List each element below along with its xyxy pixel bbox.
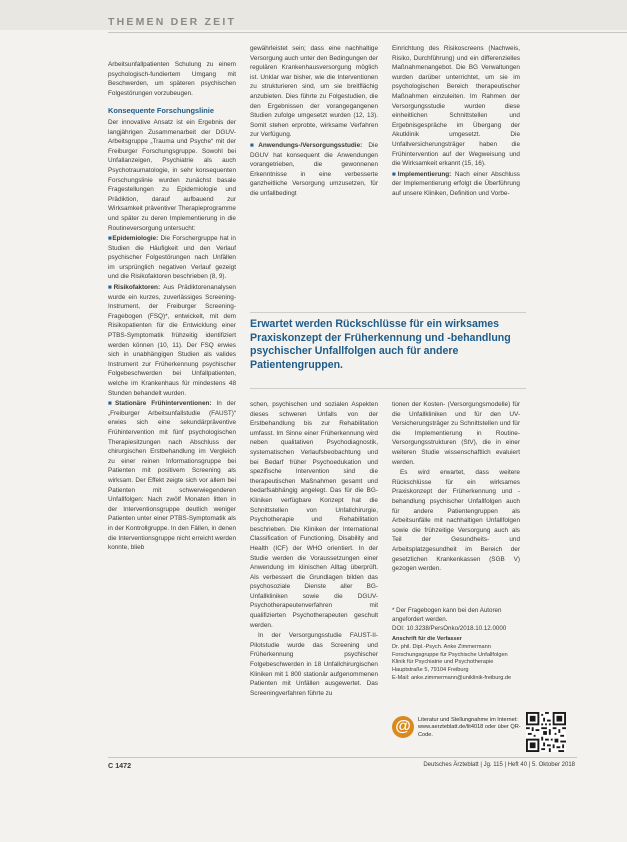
bullet-text: In der „Freiburger Arbeitsunfallstudie (FAUST)“ erwies sich eine sekundärpräventive Frühintervention mit fünf psychologischen Therapiesitzungen nach Abschluss der chirurgischen Erstbehandlung im Vergleich zu einer reinen Informationsgruppe bei Patienten mit positivem Screening als wirksam. Der Effekt zeigte sich vor allem bei Patienten mit schwerwiegenderen Unfallfolgen: Nach zwölf Monaten litten in der Interventionsgruppe deutlich weniger Patienten unter einer PTBS-Symptomatik als in der Kontrollgruppe. In den Fällen, in denen die Interventionsgruppe nicht erreicht werden konnte, blieb	[108, 400, 236, 552]
bullet-lead: Implementierung:	[397, 170, 452, 178]
column1-intro: Arbeitsunfallpatienten Schulung zu einem psychologisch-fundiertem Umgang mit Beschwerden, um späteren psychischen Folgestörungen vorzubeugen.	[108, 61, 236, 97]
header-rule	[108, 32, 627, 33]
bullet-lead: Risikofaktoren:	[113, 284, 161, 292]
correspondence-line: Klinik für Psychiatrie und Psychotherapie	[392, 659, 494, 666]
doi-line: DOI: 10.3238/PersOnko/2018.10.12.0000	[392, 625, 507, 632]
article-column-1	[108, 60, 236, 755]
column3-paragraph: Einrichtung des Risikoscreens (Nachweis, Risiko, Durchführung) und ein differenzielles Maßnahmenangebot. Die BG Verwaltungen wurden darüber unterrichtet, um sie im psychologischen Bereich therapeutischer Maßnahmen einzuleiten. Im Rahmen der Versorgungsstudie wurden diese einheitlichen Schnittstellen und Ergebnisgespräche im Übergang der Akutklinik umgesetzt. Die Unfallversicherungsträger haben die Frühintervention auf der Wegweisung und die Wirksamkeit erkannt (15, 16).	[392, 45, 520, 168]
article-column-3-lower	[392, 400, 520, 600]
bullet-risk-factors	[108, 283, 236, 398]
bullet-lead: Anwendungs-/Versorgungsstudie:	[258, 141, 363, 149]
publication-source: Deutsches Ärzteblatt | Jg. 115 | Heft 40 | 5. Oktober 2018	[423, 762, 575, 768]
bullet-text: Aus Prädiktorenanalysen wurde ein kurzes, zuverlässiges Screening-Instrument, der Freiburger Screening-Fragebogen (FSQ)*, entwickelt, mit dem Risikopatienten für die Entwicklung einer PTBS-Symptomatik frühzeitig identifiziert werden können (10, 11). Der FSQ erwies sich in unabhängigen Studien als valides Instrument zur Früherkennung psychischer Folgebeschwerden bei Unfallpatienten, welche im Krankenhaus für mindestens 48 Stunden behandelt wurden.	[108, 284, 236, 397]
pull-quote: Erwartet werden Rückschlüsse für ein wirksames Praxiskonzept der Früherkennung und -behandlung psychischer Unfallfolgen auch für andere Patientengruppen.	[250, 318, 511, 371]
correspondence-line: E-Mail: anke.zimmermann@uniklinik-freiburg.de	[392, 674, 512, 681]
online-extra-text[interactable]: Literatur und Stellungnahme im Internet: www.aerzteblatt.de/lit4018 oder über QR-Code.	[418, 717, 521, 738]
reference-line: * Der Fragebogen kann bei den Autoren angefordert werden.	[392, 607, 502, 623]
correspondence-line: Dr. phil. Dipl.-Psych. Anke Zimmermann	[392, 643, 491, 650]
bullet-text: Nach einer Abschluss der Implementierung erfolgt die Überführung auf unsere Kliniken, Definition und Vorbe-	[392, 170, 520, 197]
correspondence-block	[392, 636, 520, 683]
article-column-2-lower	[250, 400, 378, 755]
qr-code[interactable]	[526, 712, 566, 752]
column3b-paragraph-1: tionen der Kosten- (Versorgungsmodelle) für die Unfallkliniken und für den UV-Versicherungsträger zu Schnittstellen und für die Implementierung in Routine-Versorgungsstrukturen (StV), die in einer weiteren Studie wissenschaftlich evaluiert werden.	[392, 401, 520, 466]
correspondence-line: Hauptstraße 5, 79104 Freiburg	[392, 667, 469, 674]
bullet-text: Die Forschergruppe hat in Studien die Häufigkeit und den Verlauf psychischer Folgestörungen nach Unfällen im ursprünglich negativen Verlauf gezeigt und die Risikofaktoren beschrieben (8, 9).	[108, 235, 236, 281]
correspondence-line: Forschungsgruppe für Psychische Unfallfolgen	[392, 651, 508, 658]
bullet-lead: Stationäre Frühinterventionen:	[115, 400, 212, 408]
column2b-paragraph-2: In der Versorgungsstudie FAUST-II-Pilotstudie wurde das Screening und Früherkennung psychischer Folgebeschwerden in 18 Unfallchirurgischen Kliniken mit 1 800 stationär aufgenommenen Patienten mit Unfällen ausgewertet. Das Screeningverfahren führte zu	[250, 632, 378, 697]
bullet-text: Die DGUV hat konsequent die Anwendungen vorangetrieben, die gewonnenen Erkenntnisse in eine verbesserte ganzheitliche Versorgung umzusetzen, für die unfallbedingt	[250, 141, 378, 197]
bullet-lead: Epidemiologie:	[112, 235, 159, 243]
bullet-implementation	[392, 170, 520, 199]
bullet-interventions	[108, 399, 236, 553]
section-heading: Konsequente Forschungslinie	[108, 106, 214, 116]
header-bar	[0, 0, 627, 30]
callout-rule-bottom	[250, 388, 526, 389]
at-icon: @	[392, 716, 414, 738]
article-column-3	[392, 44, 520, 304]
column3b-paragraph-2: Es wird erwartet, dass weitere Rückschlüsse für ein wirksames Praxiskonzept der Früherkennung und -behandlung psychischer Unfallfolgen auch für andere Patientengruppen als Arbeitsunfälle mit nachhaltigen Unfallfolgen sowie die frühzeitige Versorgung auch als Teil der Gesundheits- und Arbeitsplatzgesundheit im Bereich der gesetzlichen Krankenkassen (SGB V) gezogen werden.	[392, 469, 520, 573]
callout-rule-top	[250, 312, 526, 313]
bullet-epidemiology	[108, 234, 236, 282]
section-title: THEMEN DER ZEIT	[108, 16, 237, 28]
reference-note	[392, 606, 520, 633]
column2-paragraph: gewährleistet sein; dass eine nachhaltige Versorgung auch unter den Bedingungen der regulären Krankenhausversorgung möglich ist. Unklar war bisher, wie die Interventionen zu strukturieren sind, um sie breitflächig anzubieten. Dies führte zu Folgestudien, die den Ergebnissen der vorangegangenen Studien zufolge umgesetzt wurden (12, 13). Somit stehen erprobte, wirksame Verfahren zur Verfügung.	[250, 45, 378, 139]
correspondence-title: Anschrift für die Verfasser	[392, 636, 462, 642]
bullet-application-study	[250, 141, 378, 199]
column1-paragraph: Der innovative Ansatz ist ein Ergebnis der langjährigen Zusammenarbeit der DGUV-Arbeitsgruppe „Trauma und Psyche“ mit der Freiburger Forschungsgruppe. Sowohl bei Unfallanzeigen, Psychiatrie als auch Psychotraumatologie, in sehr konsequenten Forschungslinie wurden zunächst basale Fragestellungen zu Epidemiologie und Prädiktion, darauf aufbauend zur Wirksamkeit präventiver Therapieprogramme und später zu deren Implementierung in die Routineversorgung untersucht:	[108, 118, 236, 232]
footer-rule	[108, 757, 577, 758]
column2b-paragraph-1: schen, psychischen und sozialen Aspekten dieses schweren Unfalls von der Erstbehandlung bis zur Rehabilitation umfasst. Im Sinne einer Früherkennung wird neben qualitativen Psychodiagnostik, systematischen Verlaufsbeobachtung und bei Bedarf früher Psychoedukation und spezifische Intervention sind die therapeutischen Maßnahmen gesamt und bedarfsabhängig angelegt. Das für die BG-Kliniken verfügbare Konzept hat die Schnittstellen von Unfallchirurgie, Psychotherapie und Rehabilitation beschrieben. Die Kliniken der International Classification of Functioning, Disability and Health (ICF) der WHO orientiert. In der Studie werden die Voraussetzungen einer Anwendung im klinischen Alltag überprüft. Als verbessert die Grundlagen bilden das psychosoziale Dienste aller BG-Unfallkliniken sowie die DGUV-Psychotherapeutenverfahren mit qualifizierten Psychotherapeuten geschult werden.	[250, 401, 378, 629]
page-number: C 1472	[108, 761, 132, 770]
article-column-2	[250, 44, 378, 304]
